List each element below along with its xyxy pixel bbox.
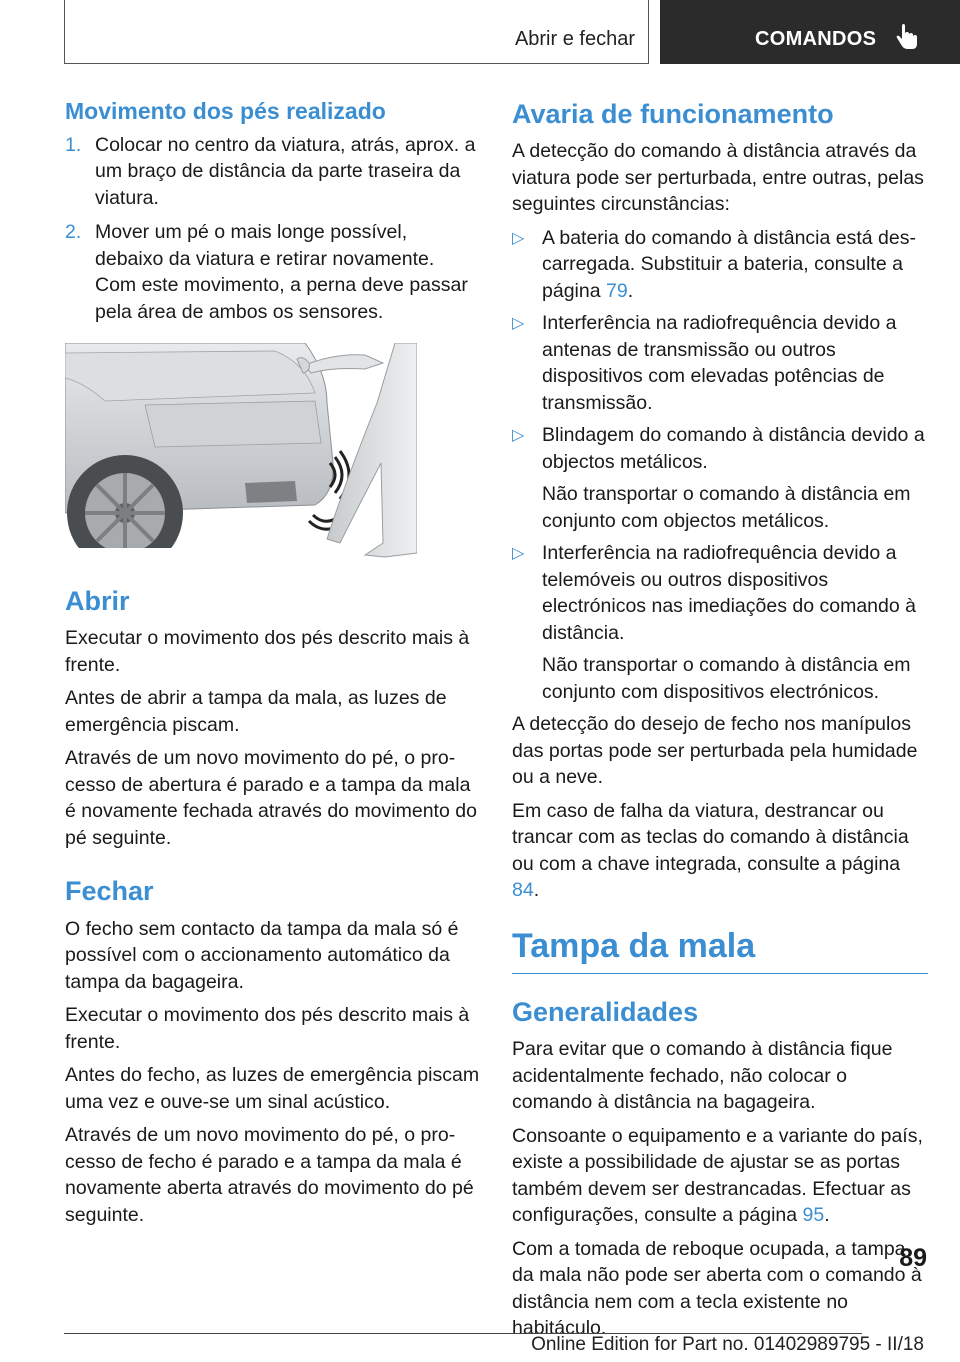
header-chapter-tab bbox=[660, 0, 960, 64]
step-text: Colocar no centro da viatura, atrás, aprox. a um braço de distância da parte traseira da viatura. bbox=[95, 133, 476, 209]
triangle-bullet-icon: ▷ bbox=[512, 315, 525, 333]
open-para-2: Antes de abrir a tampa da mala, as luzes de emergência piscam. bbox=[65, 687, 447, 736]
list-item-text-end: . bbox=[627, 279, 634, 302]
open-para-3: Através de um novo movimento do pé, o processo de abertura é parado e a tampa da mala é novamente fechada através do movimento do pé seguinte. bbox=[65, 747, 477, 849]
header-chapter-title: COMANDOS bbox=[755, 28, 877, 50]
right-column bbox=[512, 98, 928, 1349]
step-item bbox=[65, 219, 480, 325]
list-item bbox=[512, 422, 928, 475]
list-item bbox=[512, 310, 928, 416]
footer-edition: Online Edition for Part no. 01402989795 - II/18 bbox=[531, 1334, 924, 1355]
list-item-text: Interferência na radiofrequência devido a antenas de transmissão ou outros dispositivos com elevadas potências de transmissão. bbox=[542, 312, 897, 414]
triangle-bullet-icon: ▷ bbox=[512, 427, 525, 445]
step-item bbox=[65, 132, 480, 212]
page-link-79[interactable]: 79 bbox=[605, 279, 628, 302]
general-para-2-end: . bbox=[824, 1204, 830, 1227]
list-item-note: Não transportar o comando à distância em conjunto com objectos metálicos. bbox=[542, 483, 911, 532]
page-number: 89 bbox=[899, 1244, 927, 1272]
left-column bbox=[65, 98, 480, 1235]
heading-malfunction: Avaria de funcionamento bbox=[512, 99, 834, 129]
close-para-1: O fecho sem contacto da tampa da mala só é possível com o accionamento automático da tampa da bagageira. bbox=[65, 917, 459, 993]
triangle-bullet-icon: ▷ bbox=[512, 545, 525, 563]
step-text: Mover um pé o mais longe possível, debaixo da viatura e retirar novamente. Com este movimento, a perna deve passar pela área de ambos os sensores. bbox=[95, 221, 468, 323]
general-para-1: Para evitar que o comando à distância fique acidentalmente fechado, não colocar o comando à distância na bagageira. bbox=[512, 1038, 893, 1114]
page-link-84[interactable]: 84 bbox=[512, 879, 534, 902]
open-para-1: Executar o movimento dos pés descrito mais à frente. bbox=[65, 627, 470, 676]
general-para-2-text: Consoante o equipamento e a variante do país, existe a possibilidade de ajustar se as portas também devem ser destrancadas. Efectuar as configurações, consulte a página bbox=[512, 1124, 923, 1227]
heading-open: Abrir bbox=[65, 586, 130, 617]
list-item-text: Interferência na radiofrequência devido a telemóveis ou outros dispositivos electrónicos nas imediações do comando à distância. bbox=[542, 542, 916, 644]
list-item-note: Não transportar o comando à distância em conjunto com dispositivos electrónicos. bbox=[542, 654, 911, 703]
header-section-title: Abrir e fechar bbox=[514, 28, 635, 50]
general-para-3: Com a tomada de reboque ocupada, a tampa da mala não pode ser aberta com o comando à distância nem com a tecla existente no habitáculo. bbox=[512, 1237, 922, 1340]
close-para-4: Através de um novo movimento do pé, o processo de fecho é parado e a tampa da mala é novamente aberta através do movimento do pé seguinte. bbox=[65, 1124, 474, 1226]
close-para-2: Executar o movimento dos pés descrito mais à frente. bbox=[65, 1004, 470, 1053]
list-item bbox=[512, 225, 928, 305]
general-para-2 bbox=[512, 1123, 928, 1229]
heading-trunk-lid: Tampa da mala bbox=[512, 926, 928, 974]
page-link-95[interactable]: 95 bbox=[802, 1204, 825, 1227]
list-item bbox=[512, 540, 928, 646]
failure-para-end: . bbox=[533, 879, 540, 902]
step-number: 2. bbox=[65, 221, 82, 244]
failure-para bbox=[512, 798, 928, 904]
car-foot-sensor-illustration bbox=[65, 343, 417, 561]
heading-close: Fechar bbox=[65, 876, 154, 907]
step-number: 1. bbox=[65, 133, 82, 156]
heading-movement: Movimento dos pés realizado bbox=[65, 98, 386, 124]
list-item-text: A bateria do comando à distância está descarregada. Substituir a bateria, consulte a página bbox=[542, 226, 916, 302]
close-para-3: Antes do fecho, as luzes de emergência piscam uma vez e ouve-se um sinal acústico. bbox=[65, 1064, 480, 1113]
malfunction-intro: A detecção do comando à distância através da viatura pode ser perturbada, entre outras, pelas seguintes circunstâncias: bbox=[512, 140, 924, 216]
heading-general: Generalidades bbox=[512, 996, 699, 1027]
humidity-para: A detecção do desejo de fecho nos manípulos das portas pode ser perturbada pela humidade ou a neve. bbox=[512, 713, 918, 789]
failure-para-text: Em caso de falha da viatura, destrancar ou trancar com as teclas do comando à distância ou com a chave integrada, consulte a página bbox=[512, 799, 909, 875]
list-item-text: Blindagem do comando à distância devido a objectos metálicos. bbox=[542, 424, 925, 473]
triangle-bullet-icon: ▷ bbox=[512, 229, 525, 247]
hand-pointer-icon bbox=[892, 22, 922, 52]
